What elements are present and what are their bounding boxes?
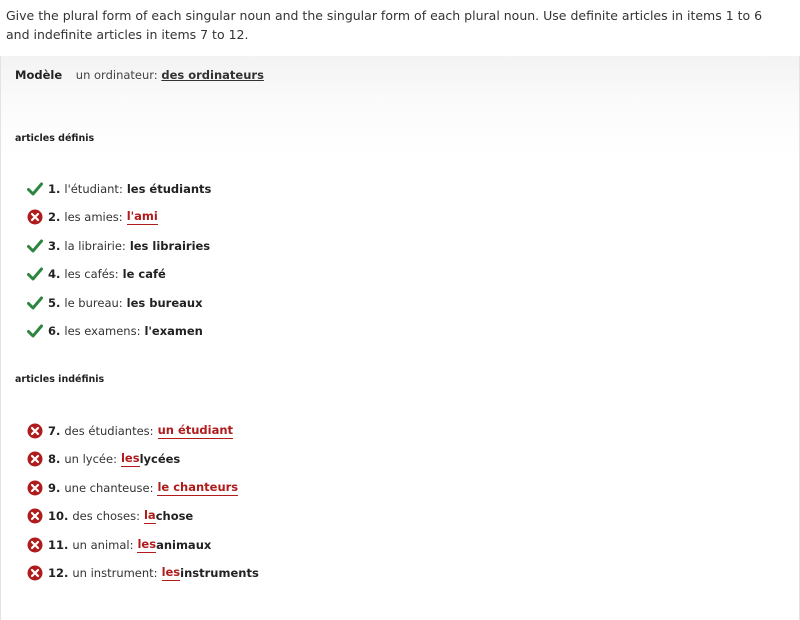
item-number: 1. bbox=[48, 182, 61, 196]
item-answer: les librairies bbox=[129, 239, 211, 253]
incorrect-icon bbox=[27, 537, 43, 553]
item-question: les examens: bbox=[64, 324, 141, 338]
item-answer: les bureaux bbox=[126, 296, 203, 310]
item-answer-noun: animaux bbox=[156, 538, 212, 552]
item-question: un lycée: bbox=[64, 452, 117, 466]
item-answer-article: les bbox=[161, 565, 181, 579]
item-answer: l'examen bbox=[144, 324, 203, 338]
incorrect-icon bbox=[27, 565, 43, 581]
list-item bbox=[27, 236, 210, 256]
list-item bbox=[27, 563, 259, 583]
item-answer-noun: chose bbox=[155, 509, 194, 523]
item-answer-article: les bbox=[137, 537, 157, 551]
model-answer: des ordinateurs bbox=[161, 68, 264, 82]
section-heading-definite: articles définis bbox=[15, 133, 95, 144]
incorrect-icon bbox=[27, 480, 43, 496]
item-question: des choses: bbox=[72, 509, 140, 523]
item-number: 10. bbox=[48, 509, 69, 523]
item-answer-noun: instruments bbox=[180, 566, 259, 580]
item-question: les cafés: bbox=[64, 267, 119, 281]
exercise-panel bbox=[0, 56, 800, 620]
item-answer: un étudiant bbox=[157, 423, 234, 437]
list-item bbox=[27, 535, 211, 555]
item-number: 12. bbox=[48, 566, 69, 580]
checkmark-icon bbox=[27, 323, 43, 339]
item-answer: les étudiants bbox=[126, 182, 212, 196]
item-answer-noun: lycées bbox=[139, 452, 181, 466]
list-item bbox=[27, 207, 158, 227]
list-item bbox=[27, 506, 193, 526]
item-number: 9. bbox=[48, 481, 61, 495]
item-answer: le café bbox=[122, 267, 166, 281]
item-answer-article: les bbox=[120, 451, 140, 465]
item-number: 8. bbox=[48, 452, 61, 466]
item-answer: l'ami bbox=[126, 209, 158, 223]
incorrect-icon bbox=[27, 209, 43, 225]
checkmark-icon bbox=[27, 295, 43, 311]
incorrect-icon bbox=[27, 451, 43, 467]
model-example bbox=[15, 68, 264, 82]
checkmark-icon bbox=[27, 266, 43, 282]
item-question: un animal: bbox=[72, 538, 134, 552]
model-question: un ordinateur: bbox=[75, 68, 158, 82]
item-answer-article: la bbox=[143, 508, 156, 522]
checkmark-icon bbox=[27, 238, 43, 254]
incorrect-icon bbox=[27, 508, 43, 524]
item-number: 3. bbox=[48, 239, 61, 253]
list-item bbox=[27, 264, 166, 284]
item-number: 11. bbox=[48, 538, 69, 552]
list-item bbox=[27, 293, 203, 313]
list-item bbox=[27, 449, 180, 469]
item-number: 4. bbox=[48, 267, 61, 281]
item-question: la librairie: bbox=[64, 239, 126, 253]
item-question: l'étudiant: bbox=[64, 182, 123, 196]
list-item bbox=[27, 179, 211, 199]
item-number: 2. bbox=[48, 210, 61, 224]
item-question: les amies: bbox=[64, 210, 123, 224]
model-label: Modèle bbox=[15, 68, 63, 82]
item-number: 5. bbox=[48, 296, 61, 310]
item-question: des étudiantes: bbox=[64, 424, 154, 438]
item-question: le bureau: bbox=[64, 296, 123, 310]
instructions-text: Give the plural form of each singular noun and the singular form of each plural noun. Use definite articles in items 1 to 6 and indefinite articles in items 7 to 12. bbox=[6, 8, 763, 42]
item-number: 6. bbox=[48, 324, 61, 338]
item-question: une chanteuse: bbox=[64, 481, 154, 495]
section-heading-indefinite: articles indéfinis bbox=[15, 374, 105, 385]
item-question: un instrument: bbox=[72, 566, 158, 580]
list-item bbox=[27, 421, 233, 441]
incorrect-icon bbox=[27, 423, 43, 439]
list-item bbox=[27, 321, 203, 341]
list-item bbox=[27, 478, 238, 498]
checkmark-icon bbox=[27, 181, 43, 197]
item-number: 7. bbox=[48, 424, 61, 438]
item-answer: le chanteurs bbox=[157, 480, 239, 494]
